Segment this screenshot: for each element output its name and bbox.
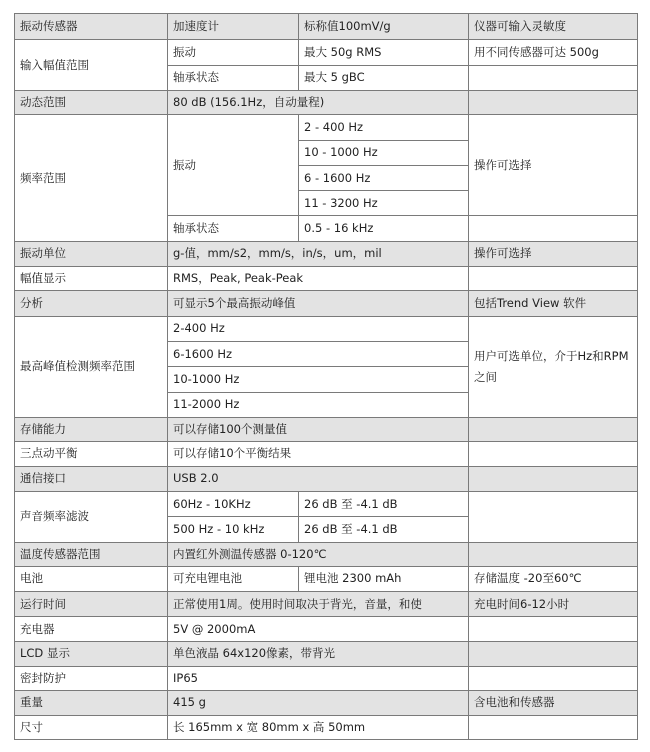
peak-freq-value: 11-2000 Hz [168,392,469,417]
sealing-value: IP65 [168,667,469,691]
freq-range-note: 操作可选择 [469,115,638,216]
table-row-comm [15,466,638,491]
empty-cell [469,442,638,466]
peak-freq-value: 6-1600 Hz [168,342,469,367]
input-range-bearing-label: 轴承状态 [168,65,299,90]
freq-range-bearing-label: 轴承状态 [168,216,299,241]
run-time-note: 充电时间6-12小时 [469,592,638,617]
audio-filter-label: 声音频率滤波 [15,491,168,542]
spec-table [14,13,638,740]
empty-cell [469,491,638,542]
sealing-label: 密封防护 [15,667,168,691]
run-time-value: 正常使用1周。使用时间取决于背光，音量，和使 [168,592,469,617]
peak-freq-label: 最高峰值检测频率范围 [15,316,168,417]
empty-cell [469,417,638,441]
empty-cell [469,216,638,241]
peak-freq-note: 用户可选单位，介于Hz和RPM之间 [469,316,638,417]
charger-label: 充电器 [15,617,168,641]
dynamic-range-value: 80 dB (156.1Hz，自动量程) [168,90,469,114]
input-range-bearing-value: 最大 5 gBC [299,65,469,90]
vib-unit-value: g-值，mm/s2，mm/s，in/s，um，mil [168,241,469,266]
audio-filter-gain: 26 dB 至 -4.1 dB [299,491,469,516]
vib-unit-label: 振动单位 [15,241,168,266]
freq-range-value: 6 - 1600 Hz [299,165,469,190]
lcd-value: 单色液晶 64x120像素，带背光 [168,641,469,666]
header-sensor: 振动传感器 [15,14,168,40]
temp-sensor-label: 温度传感器范围 [15,542,168,566]
empty-cell [469,641,638,666]
charger-value: 5V @ 2000mA [168,617,469,641]
size-value: 长 165mm x 宽 80mm x 高 50mm [168,715,469,739]
table-row-charger [15,617,638,641]
temp-sensor-value: 内置红外测温传感器 0-120℃ [168,542,469,566]
table-row-run-time [15,592,638,617]
table-row-weight [15,691,638,715]
battery-type: 可充电锂电池 [168,566,299,591]
empty-cell [469,65,638,90]
header-accelerometer: 加速度计 [168,14,299,40]
comm-value: USB 2.0 [168,466,469,491]
empty-cell [469,617,638,641]
audio-filter-range: 500 Hz - 10 kHz [168,517,299,542]
empty-cell [469,542,638,566]
storage-value: 可以存储100个测量值 [168,417,469,441]
comm-label: 通信接口 [15,466,168,491]
table-row-freq-range [15,115,638,140]
empty-cell [469,466,638,491]
freq-range-bearing-value: 0.5 - 16 kHz [299,216,469,241]
empty-cell [469,715,638,739]
freq-range-label: 频率范围 [15,115,168,242]
table-row-header [15,14,638,40]
table-row-battery [15,566,638,591]
input-range-vib-value: 最大 50g RMS [299,40,469,65]
amp-display-value: RMS，Peak, Peak-Peak [168,267,469,291]
lcd-label: LCD 显示 [15,641,168,666]
analysis-value: 可显示5个最高振动峰值 [168,291,469,316]
balance-label: 三点动平衡 [15,442,168,466]
table-row-sealing [15,667,638,691]
audio-filter-gain: 26 dB 至 -4.1 dB [299,517,469,542]
table-row-balance [15,442,638,466]
input-range-label: 输入幅值范围 [15,40,168,91]
input-range-vib-note: 用不同传感器可达 500g [469,40,638,65]
vib-unit-note: 操作可选择 [469,241,638,266]
peak-freq-value: 10-1000 Hz [168,367,469,392]
freq-range-value: 10 - 1000 Hz [299,140,469,165]
table-row-amp-display [15,267,638,291]
balance-value: 可以存储10个平衡结果 [168,442,469,466]
storage-label: 存储能力 [15,417,168,441]
audio-filter-range: 60Hz - 10KHz [168,491,299,516]
table-row-dynamic-range [15,90,638,114]
analysis-note: 包括Trend View 软件 [469,291,638,316]
weight-note: 含电池和传感器 [469,691,638,715]
peak-freq-value: 2-400 Hz [168,316,469,341]
input-range-vib-label: 振动 [168,40,299,65]
battery-note: 存储温度 -20至60℃ [469,566,638,591]
battery-label: 电池 [15,566,168,591]
header-nominal: 标称值100mV/g [299,14,469,40]
table-row-analysis [15,291,638,316]
empty-cell [469,90,638,114]
battery-capacity: 锂电池 2300 mAh [299,566,469,591]
weight-value: 415 g [168,691,469,715]
analysis-label: 分析 [15,291,168,316]
size-label: 尺寸 [15,715,168,739]
table-row-temp-sensor [15,542,638,566]
weight-label: 重量 [15,691,168,715]
freq-range-value: 2 - 400 Hz [299,115,469,140]
table-row-peak-freq [15,316,638,341]
table-row-audio-filter [15,491,638,516]
empty-cell [469,667,638,691]
empty-cell [469,267,638,291]
freq-range-vib-label: 振动 [168,115,299,216]
freq-range-value: 11 - 3200 Hz [299,191,469,216]
run-time-label: 运行时间 [15,592,168,617]
table-row-lcd [15,641,638,666]
amp-display-label: 幅值显示 [15,267,168,291]
table-row-input-range [15,40,638,65]
dynamic-range-label: 动态范围 [15,90,168,114]
table-row-size [15,715,638,739]
table-row-vib-unit [15,241,638,266]
header-sensitivity: 仪器可输入灵敏度 [469,14,638,40]
table-row-storage [15,417,638,441]
